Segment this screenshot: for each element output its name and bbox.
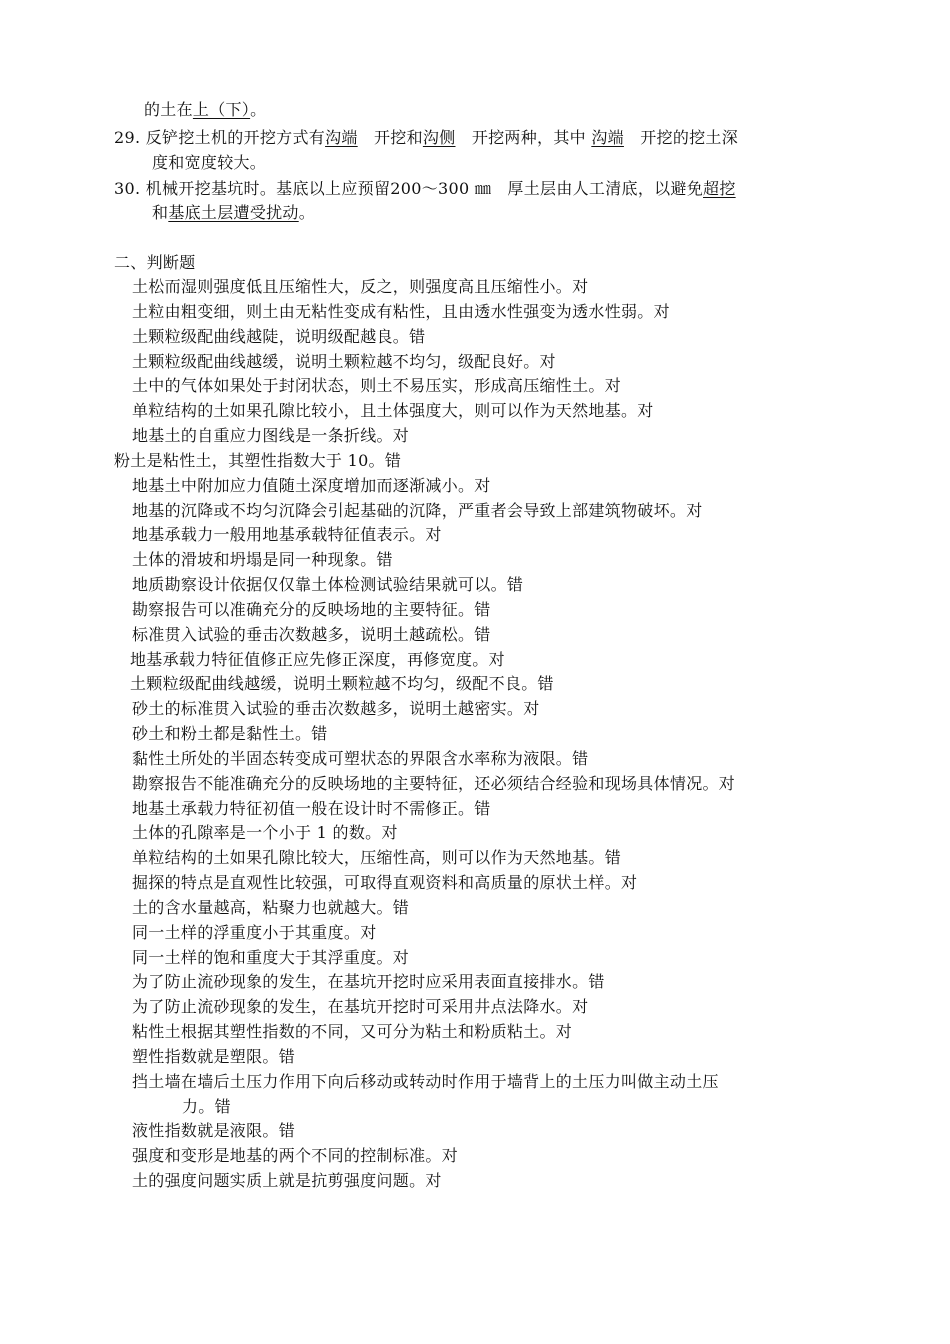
- judgment-item: 标准贯入试验的垂击次数越多，说明土越疏松。错: [132, 625, 491, 644]
- judgment-item: 粘性土根据其塑性指数的不同，又可分为粘土和粉质粘土。对: [132, 1022, 573, 1041]
- judgment-item: 掘探的特点是直观性比较强，可取得直观资料和高质量的原状土样。对: [132, 873, 638, 892]
- judgment-item: 黏性土所处的半固态转变成可塑状态的界限含水率称为液限。错: [132, 749, 589, 768]
- q29-text-2: 开挖和: [373, 128, 423, 147]
- q30-text-1: 机械开挖基坑时。基底以上应预留200～300 ㎜ 厚土层由人工清底，以避免: [145, 179, 704, 198]
- judgment-item: 地质勘察设计依据仅仅靠土体检测试验结果就可以。错: [132, 575, 524, 594]
- q28-end: 。: [250, 100, 267, 119]
- judgment-item: 粉土是粘性土，其塑性指数大于 10。错: [114, 451, 402, 470]
- q30-answer-1: 超挖: [703, 179, 736, 198]
- q30-line-1: [114, 179, 736, 199]
- q30-number: 30.: [114, 179, 141, 198]
- judgment-item: 勘察报告可以准确充分的反映场地的主要特征。错: [132, 600, 491, 619]
- q29-answer-1: 沟端: [325, 128, 358, 147]
- judgment-item: 同一土样的浮重度小于其重度。对: [132, 923, 377, 942]
- judgment-item: 单粒结构的土如果孔隙比较小，且土体强度大，则可以作为天然地基。对: [132, 401, 654, 420]
- judgment-item: 同一土样的饱和重度大于其浮重度。对: [132, 948, 410, 967]
- judgment-item: 地基的沉降或不均匀沉降会引起基础的沉降，严重者会导致上部建筑物破坏。对: [132, 501, 703, 520]
- judgment-item: 单粒结构的土如果孔隙比较大，压缩性高，则可以作为天然地基。错: [132, 848, 622, 867]
- judgment-item: 土的含水量越高，粘聚力也就越大。错: [132, 898, 410, 917]
- q29-line-1: [114, 128, 738, 148]
- judgment-item: 地基土承载力特征初值一般在设计时不需修正。错: [132, 799, 491, 818]
- q29-answer-3: 沟端: [591, 128, 624, 147]
- judgment-item: 砂土的标准贯入试验的垂击次数越多，说明土越密实。对: [132, 699, 540, 718]
- judgment-item: 土颗粒级配曲线越缓，说明土颗粒越不均匀，级配良好。对: [132, 352, 556, 371]
- judgment-item: 土的强度问题实质上就是抗剪强度问题。对: [132, 1171, 442, 1190]
- judgment-item: 地基承载力一般用地基承载特征值表示。对: [132, 525, 442, 544]
- judgment-item: 强度和变形是地基的两个不同的控制标准。对: [132, 1146, 459, 1165]
- judgment-item: 土体的孔隙率是一个小于 1 的数。对: [132, 823, 398, 842]
- judgment-item: 土体的滑坡和坍塌是同一种现象。错: [132, 550, 393, 569]
- judgment-item: 塑性指数就是塑限。错: [132, 1047, 296, 1066]
- section-title: 二、判断题: [114, 253, 196, 272]
- judgment-item: 土颗粒级配曲线越陡，说明级配越良。错: [132, 327, 426, 346]
- q29-number: 29.: [114, 128, 141, 147]
- q30-text-2: 和: [152, 203, 169, 222]
- q29-line-2: 度和宽度较大。: [152, 153, 267, 172]
- judgment-item: 土颗粒级配曲线越缓，说明土颗粒越不均匀，级配不良。错: [130, 674, 554, 693]
- judgment-item: 地基土中附加应力值随土深度增加而逐渐减小。对: [132, 476, 491, 495]
- judgment-item-continuation: 力。错: [182, 1097, 231, 1116]
- judgment-item: 土粒由粗变细，则土由无粘性变成有粘性，且由透水性强变为透水性弱。对: [132, 302, 670, 321]
- judgment-item: 为了防止流砂现象的发生，在基坑开挖时可采用井点法降水。对: [132, 997, 589, 1016]
- judgment-item: 勘察报告不能准确充分的反映场地的主要特征，还必须结合经验和现场具体情况。对: [132, 774, 736, 793]
- judgment-item: 砂土和粉土都是黏性土。错: [132, 724, 328, 743]
- q29-answer-2: 沟侧: [422, 128, 456, 147]
- judgment-item: 为了防止流砂现象的发生，在基坑开挖时应采用表面直接排水。错: [132, 972, 605, 991]
- judgment-item: 地基土的自重应力图线是一条折线。对: [132, 426, 410, 445]
- q29-text-1: 反铲挖土机的开挖方式有: [145, 128, 326, 147]
- judgment-item: 土松而湿则强度低且压缩性大，反之，则强度高且压缩性小。对: [132, 277, 589, 296]
- q28-text: 的土在: [144, 100, 193, 119]
- judgment-item: 挡土墙在墙后土压力作用下向后移动或转动时作用于墙背上的土压力叫做主动土压: [132, 1072, 719, 1091]
- q30-end: 。: [298, 203, 316, 222]
- judgment-item: 土中的气体如果处于封闭状态，则土不易压实，形成高压缩性土。对: [132, 376, 622, 395]
- q28-continuation: [144, 100, 266, 120]
- q30-line-2: [152, 203, 315, 223]
- q29-text-3: 开挖两种，其中: [471, 128, 586, 147]
- q30-answer-2: 基底土层遭受扰动: [168, 203, 299, 222]
- judgment-item: 地基承载力特征值修正应先修正深度，再修宽度。对: [130, 650, 505, 669]
- q29-text-4: 开挖的挖土深: [640, 128, 739, 147]
- judgment-item: 液性指数就是液限。错: [132, 1121, 296, 1140]
- q28-answer: 上（下）: [192, 100, 251, 119]
